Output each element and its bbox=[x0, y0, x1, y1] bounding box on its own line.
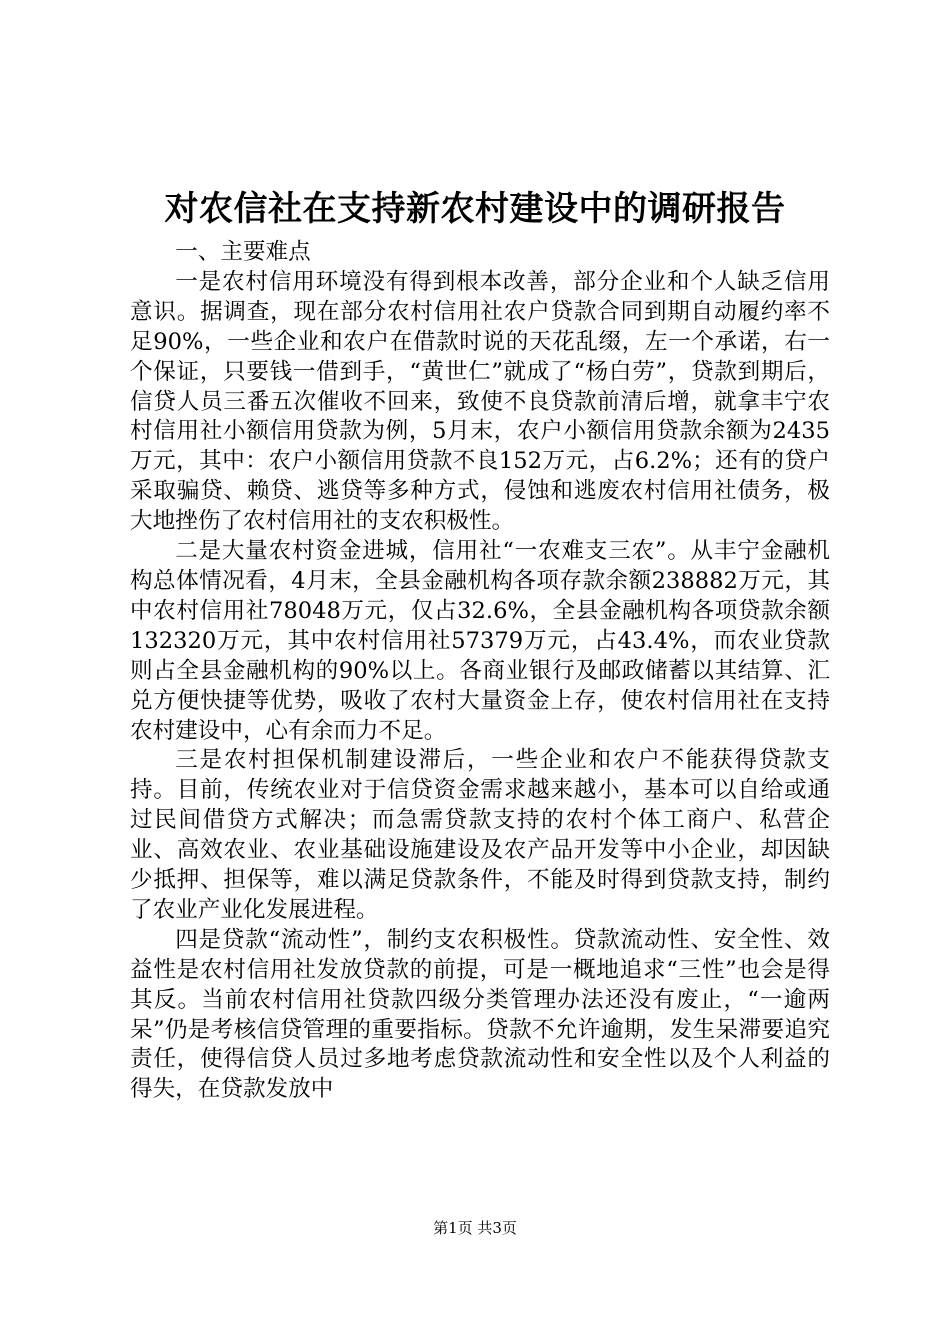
paragraph-credit-environment: 一是农村信用环境没有得到根本改善，部分企业和个人缺乏信用意识。据调查，现在部分农村信用社农户贷款合同到期自动履约率不足90%，一些企业和农户在借款时说的天花乱缀，左一个承诺，右一个保证，只要钱一借到手，“黄世仁”就成了“杨白劳”，贷款到期后，信贷人员三番五次催收不回来，致使不良贷款前清后增，就拿丰宁农村信用社小额信用贷款为例，5月末，农户小额信用贷款余额为2435万元，其中：农户小额信用贷款不良152万元，占6.2%；还有的贷户采取骗贷、赖贷、逃贷等多种方式，侵蚀和逃废农村信用社债务，极大地挫伤了农村信用社的支农积极性。 bbox=[130, 268, 830, 535]
document-title: 对农信社在支持新农村建设中的调研报告 bbox=[164, 189, 786, 229]
paragraph-rural-funds: 二是大量农村资金进城，信用社“一农难支三农”。从丰宁金融机构总体情况看，4月末，全县金融机构各项存款余额238882万元，其中农村信用社78048万元，仅占32.6%，全县金融机构各项贷款余额132320万元，其中农村信用社57379万元，占43.4%，而农业贷款则占全县金融机构的90%以上。各商业银行及邮政储蓄以其结算、汇兑方便快捷等优势，吸收了农村大量资金上存，使农村信用社在支持农村建设中，心有余而力不足。 bbox=[130, 538, 830, 744]
page-number-footer: 第1页 共3页 bbox=[433, 1219, 517, 1237]
document-body bbox=[130, 238, 830, 1105]
section-heading: 一、主要难点 bbox=[175, 239, 311, 265]
paragraph-guarantee-mechanism: 三是农村担保机制建设滞后，一些企业和农户不能获得贷款支持。目前，传统农业对于信贷资金需求越来越小，基本可以自给或通过民间借贷方式解决；而急需贷款支持的农村个体工商户、私营企业、高效农业、农业基础设施建设及农产品开发等中小企业，却因缺少抵押、担保等，难以满足贷款条件，不能及时得到贷款支持，制约了农业产业化发展进程。 bbox=[130, 747, 830, 923]
paragraph-loan-liquidity: 四是贷款“流动性”，制约支农积极性。贷款流动性、安全性、效益性是农村信用社发放贷款的前提，可是一概地追求“三性”也会是得其反。当前农村信用社贷款四级分类管理办法还没有废止，“一逾两呆”仍是考核信贷管理的重要指标。贷款不允许逾期，发生呆滞要追究责任，使得信贷人员过多地考虑贷款流动性和安全性以及个人利益的得失，在贷款发放中 bbox=[130, 926, 830, 1103]
